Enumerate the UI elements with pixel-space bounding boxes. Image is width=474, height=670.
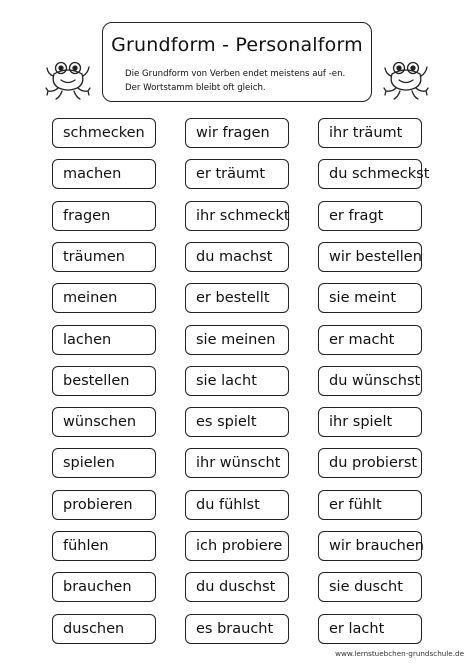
word-card[interactable]: wir bestellen (318, 242, 422, 272)
word-card[interactable]: probieren (52, 490, 156, 520)
word-card[interactable]: du wünschst (318, 366, 422, 396)
word-card[interactable]: schmecken (52, 118, 156, 148)
title-box (102, 22, 372, 102)
frog-icon (382, 58, 432, 102)
instruction-line-2: Der Wortstamm bleibt oft gleich. (125, 83, 266, 93)
word-card[interactable]: es spielt (185, 407, 289, 437)
word-card[interactable]: er bestellt (185, 283, 289, 313)
word-card[interactable]: ihr wünscht (185, 448, 289, 478)
word-card[interactable]: er macht (318, 325, 422, 355)
word-card[interactable]: du schmeckst (318, 159, 422, 189)
word-card[interactable]: er fühlt (318, 490, 422, 520)
word-card[interactable]: ihr spielt (318, 407, 422, 437)
word-card[interactable]: ihr schmeckt (185, 201, 289, 231)
word-card[interactable]: wünschen (52, 407, 156, 437)
word-card[interactable]: fragen (52, 201, 156, 231)
word-card[interactable]: ihr träumt (318, 118, 422, 148)
word-card[interactable]: er lacht (318, 614, 422, 644)
page-title: Grundform - Personalform (111, 34, 363, 56)
word-card[interactable]: wir brauchen (318, 531, 422, 561)
word-card[interactable]: du machst (185, 242, 289, 272)
word-card[interactable]: er träumt (185, 159, 289, 189)
word-card[interactable]: spielen (52, 448, 156, 478)
frog-icon (44, 58, 94, 102)
word-card[interactable]: sie duscht (318, 572, 422, 602)
word-card[interactable]: du duschst (185, 572, 289, 602)
word-card[interactable]: bestellen (52, 366, 156, 396)
word-card[interactable]: es braucht (185, 614, 289, 644)
word-card[interactable]: sie meint (318, 283, 422, 313)
word-card[interactable]: er fragt (318, 201, 422, 231)
word-card[interactable]: wir fragen (185, 118, 289, 148)
word-card[interactable]: meinen (52, 283, 156, 313)
word-card[interactable]: du fühlst (185, 490, 289, 520)
word-card[interactable]: sie lacht (185, 366, 289, 396)
word-card[interactable]: ich probiere (185, 531, 289, 561)
word-card[interactable]: brauchen (52, 572, 156, 602)
word-card[interactable]: fühlen (52, 531, 156, 561)
word-card[interactable]: duschen (52, 614, 156, 644)
word-card[interactable]: sie meinen (185, 325, 289, 355)
instruction-line-1: Die Grundform von Verben endet meistens auf -en. (125, 69, 346, 79)
word-card[interactable]: machen (52, 159, 156, 189)
instructions (125, 67, 370, 95)
word-card[interactable]: du probierst (318, 448, 422, 478)
word-card[interactable]: träumen (52, 242, 156, 272)
footer-url: www.lernstuebchen-grundschule.de (335, 649, 464, 658)
word-card[interactable]: lachen (52, 325, 156, 355)
